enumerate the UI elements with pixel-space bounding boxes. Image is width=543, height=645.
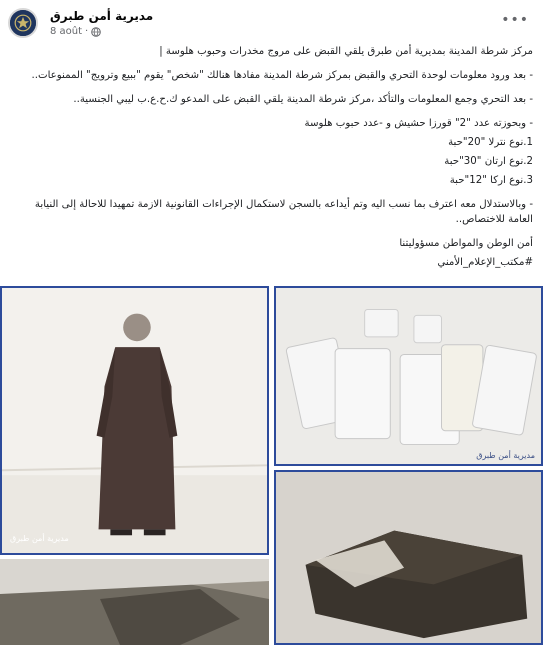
post-list-item: 1.نوع نترلا "20"حبة	[448, 137, 533, 148]
photo-suspect[interactable]	[0, 286, 269, 555]
photo-hashish-closeup[interactable]	[0, 559, 269, 645]
post-list-item: 2.نوع ارتان "30"حبة	[444, 156, 533, 167]
photo-hashish-block[interactable]	[274, 470, 543, 645]
post-header	[8, 6, 535, 40]
post-meta: 8 août ·	[50, 26, 101, 37]
post-list-item: 3.نوع اركا "12"حبة	[449, 175, 533, 186]
page-name[interactable]: مديرية أمن طبرق	[50, 9, 154, 23]
photo-grid	[0, 286, 543, 645]
photo-pills[interactable]	[274, 286, 543, 466]
page-avatar[interactable]	[8, 8, 38, 38]
photo-watermark: مديرية أمن طبرق	[476, 451, 535, 460]
post-date[interactable]: 8 août	[50, 26, 83, 37]
post-paragraph: - بعد التحري وجمع المعلومات والتأكد ،مركز شرطة المدينة يلقي القبض على المدعو ك.ح.ع.ب ليبي الجنسية..	[73, 94, 533, 105]
police-emblem-icon	[10, 10, 36, 36]
post-hashtag[interactable]: #مكتب_الإعلام_الأمني	[437, 257, 533, 268]
globe-icon	[91, 27, 101, 37]
photo-watermark: مديرية أمن طبرق	[10, 534, 69, 543]
post-paragraph: - وبحوزته عدد "2" قورزا حشيش و -عدد حبوب هلوسة	[304, 118, 533, 129]
more-options-icon[interactable]: •••	[501, 12, 529, 28]
post-paragraph: - بعد ورود معلومات لوحدة التحري والقبض بمركز شرطة المدينة مفادها هنالك "شخص" يقوم "ببيع وترويج" الممنوعات..	[31, 70, 533, 81]
post-slogan: أمن الوطن والمواطن مسؤوليتنا	[399, 238, 533, 249]
post-text	[10, 44, 533, 274]
post-paragraph: - وبالاستدلال معه اعترف بما نسب اليه وتم أيداعه بالسجن لاستكمال الإجراءات القانونية الازمة تمهيدا للاحالة إلى النيابة العامة للاختصاص..	[34, 199, 533, 225]
post-headline: مركز شرطة المدينة بمديرية أمن طبرق يلقي القبض على مروج مخدرات وحبوب هلوسة |	[159, 46, 533, 57]
